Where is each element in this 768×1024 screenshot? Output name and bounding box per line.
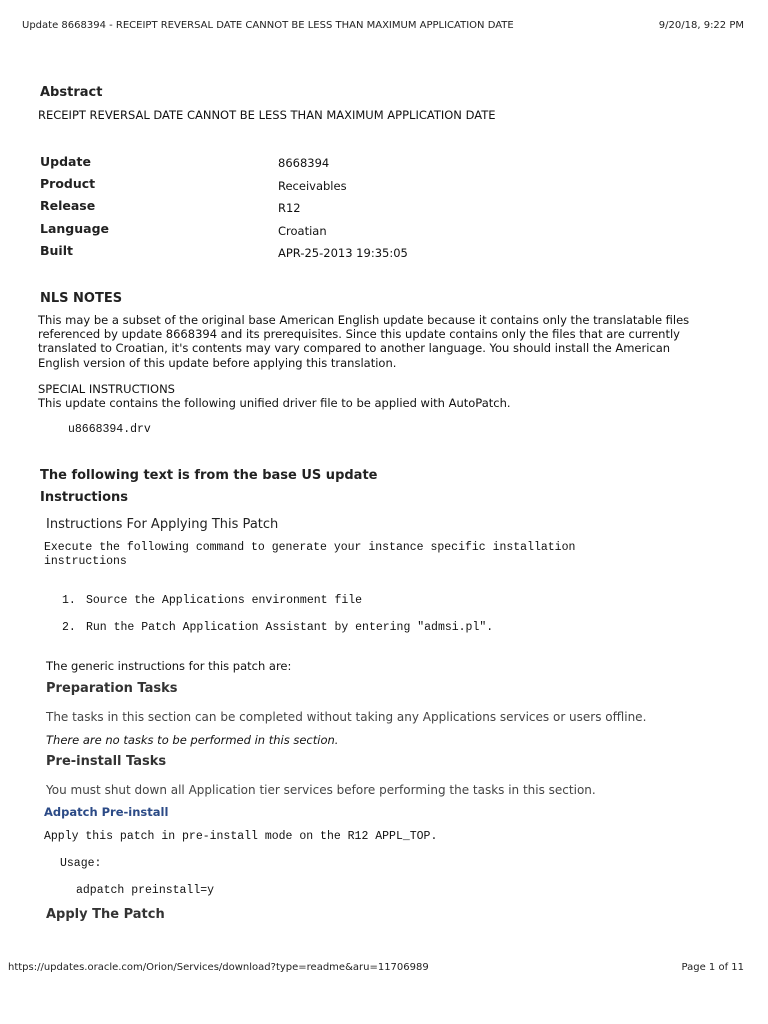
step-number-1: 1. bbox=[62, 594, 76, 607]
abstract-heading: Abstract bbox=[40, 85, 103, 100]
preparation-tasks-text: The tasks in this section can be completed without taking any Applications services or users offline. bbox=[46, 710, 647, 724]
info-value-release: R12 bbox=[278, 201, 301, 215]
info-label-update: Update bbox=[40, 154, 91, 169]
generic-instructions-text: The generic instructions for this patch are: bbox=[46, 659, 292, 673]
page-header-datetime: 9/20/18, 9:22 PM bbox=[658, 20, 744, 31]
preinstall-tasks-text: You must shut down all Application tier services before performing the tasks in this section. bbox=[46, 783, 596, 797]
info-value-built: APR-25-2013 19:35:05 bbox=[278, 246, 408, 260]
special-instructions-text: This update contains the following unified driver file to be applied with AutoPatch. bbox=[38, 396, 511, 410]
abstract-text: RECEIPT REVERSAL DATE CANNOT BE LESS THAN MAXIMUM APPLICATION DATE bbox=[38, 108, 496, 122]
footer-page-number: Page 1 of 11 bbox=[681, 962, 744, 973]
apply-preinstall-text: Apply this patch in pre-install mode on the R12 APPL_TOP. bbox=[44, 830, 438, 843]
driver-file-name: u8668394.drv bbox=[68, 423, 151, 436]
nls-notes-paragraph: This may be a subset of the original base American English update because it contains only the translatable files referenced by update 8668394 and its prerequisites. Since this update contains only the files that are currently translated to Croatian, it's contents may vary compared to another language. You should install the American English version of this update before applying this translation. bbox=[38, 313, 690, 370]
page-header-title: Update 8668394 - RECEIPT REVERSAL DATE CANNOT BE LESS THAN MAXIMUM APPLICATION DATE bbox=[22, 20, 514, 31]
footer-url: https://updates.oracle.com/Orion/Services/download?type=readme&aru=11706989 bbox=[8, 962, 429, 973]
base-update-heading: The following text is from the base US update bbox=[40, 468, 378, 483]
preinstall-tasks-heading: Pre-install Tasks bbox=[46, 754, 167, 769]
nls-notes-heading: NLS NOTES bbox=[40, 291, 123, 306]
info-label-built: Built bbox=[40, 243, 73, 258]
instructions-heading: Instructions bbox=[40, 490, 129, 505]
step-text-2: Run the Patch Application Assistant by entering "admsi.pl". bbox=[86, 621, 494, 634]
info-value-product: Receivables bbox=[278, 179, 347, 193]
usage-label: Usage: bbox=[60, 857, 102, 870]
adpatch-preinstall-heading: Adpatch Pre-install bbox=[44, 805, 169, 819]
special-instructions-heading: SPECIAL INSTRUCTIONS bbox=[38, 382, 175, 396]
apply-patch-heading: Apply The Patch bbox=[46, 907, 165, 922]
step-text-1: Source the Applications environment file bbox=[86, 594, 363, 607]
preparation-tasks-note: There are no tasks to be performed in this section. bbox=[46, 733, 339, 747]
info-value-language: Croatian bbox=[278, 224, 327, 238]
info-value-update: 8668394 bbox=[278, 156, 330, 170]
applying-patch-heading: Instructions For Applying This Patch bbox=[46, 517, 279, 532]
execute-command-line-1: Execute the following command to generate your instance specific installation bbox=[44, 541, 576, 554]
execute-command-line-2: instructions bbox=[44, 555, 127, 568]
info-label-release: Release bbox=[40, 198, 96, 213]
info-label-product: Product bbox=[40, 176, 96, 191]
preparation-tasks-heading: Preparation Tasks bbox=[46, 681, 178, 696]
info-label-language: Language bbox=[40, 221, 110, 236]
step-number-2: 2. bbox=[62, 621, 76, 634]
usage-command: adpatch preinstall=y bbox=[76, 884, 215, 897]
